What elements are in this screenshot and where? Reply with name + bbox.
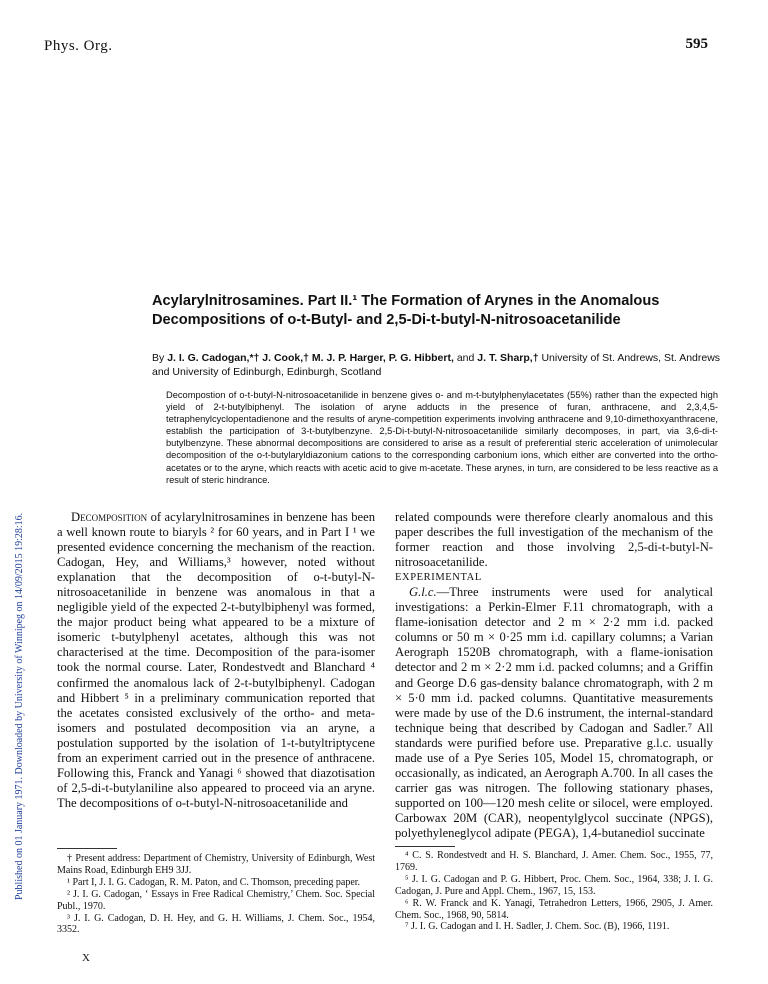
drop-lead: Decomposition <box>71 510 148 524</box>
left-column <box>57 510 375 811</box>
footnotes-right <box>395 850 713 933</box>
abstract: Decompostion of o-t-butyl-N-nitrosoacetanilide in benzene gives o- and m-t-butylphenylacetates (55%) rather than the expected high yield of 2-t-butylbiphenyl. The isolation of aryne adducts in the presence of furan, anthracene, and 2,3,4,5-tetraphenylcyclopentadienone and the results of aryne-competition experiments involving anthracene and 9,10-dimethoxyanthracene, establish the participation of 3-t-butylbenzyne. 2,5-Di-t-butyl-N-nitrosoacetanilide similarly decomposes, in part, via 3,6-di-t-butylbenzyne. These abnormal decompositions are considered to arise as a result of preferential steric acceleration of unimolecular decomposition of the o-t-butylaryldiazonium cations to the corresponding carbonium ions, which either are converted into the ortho-acetates or to the aryne, which reacts with acetic acid to give m-acetate. These arynes, in turn, are considered to be less reactive as a result of steric hindrance. <box>166 390 718 485</box>
section-heading: EXPERIMENTAL <box>395 572 482 584</box>
intro-text: of acylarylnitrosamines in benzene has been a well known route to biaryls ² for 60 years, and in Part I ¹ we presented evidence concerning the mechanism of the reaction. Cadogan, Hey, and Williams,³ however, noted without explanation that the decomposition of o-t-butyl-N-nitrosoacetanilide in benzene was anomalous in that a negligible yield of the expected 2-t-butylbiphenyl was formed, the major product being what appeared to be a mixture of isomeric t-butylphenyl acetates, although this was not characterised at the time. Decomposition of the para-isomer took the normal course. Later, Rondestvedt and Blanchard ⁴ confirmed the anomalous lack of 2-t-butylbiphenyl. Cadogan and Hibbert ⁵ in a preliminary communication reported that the acetates consisted exclusively of the ortho- and meta-isomers and postulated decomposition via an aryne, a postulation supported by the isolation of 1-t-butyltriptycene from an experiment carried out in the presence of anthracene. Following this, Franck and Yanagi ⁶ showed that diazotisation of 2,5-di-t-butylaniline also appeared to proceed via an aryne. The decompositions of o-t-butyl-N-nitrosoacetanilide and <box>57 510 375 810</box>
experimental-paragraph <box>395 585 713 841</box>
experimental-text: —Three instruments were used for analytical investigations: a Perkin-Elmer F.11 chromatograph, with a flame-ionisation detector and 2 m × 2·2 mm i.d. packed columns or 50 m × 0·25 mm i.d. capillary columns; a Varian Aerograph 1520B chromatograph, with a flame-ionisation detector and 2 m × 2·2 mm i.d. packed columns; and a Griffin and George D.6 gas-density balance chromatograph, with 2 m × 5·0 mm i.d. packed columns. Quantitative measurements were made by use of the D.6 instrument, the internal-standard technique being that described by Cadogan and Sadler.⁷ All standards were purified before use. Preparative g.l.c. usually made use of a Pye Series 105, Model 15, chromatograph, or occasionally, as indicated, an Aerograph A.700. In all cases the carrier gas was nitrogen. The following stationary phases, supported on 100—120 mesh celite or silocel, were employed. Carbowax 20M (CAR), neopentylglycol succinate (NPGS), polyethyleneglycol adipate (PEGA), 1,4-butanediol succinate <box>395 585 713 840</box>
author-names: J. I. G. Cadogan,*† J. Cook,† M. J. P. Harger, P. G. Hibbert, <box>167 352 454 364</box>
footnote: ⁵ J. I. G. Cadogan and P. G. Hibbert, Proc. Chem. Soc., 1964, 338; J. I. G. Cadogan, J. Pure and Appl. Chem., 1967, 15, 153. <box>395 873 713 897</box>
right-column <box>395 510 713 841</box>
and-word: and <box>456 352 475 364</box>
footnote: ¹ Part I, J. I. G. Cadogan, R. M. Paton, and C. Thomson, preceding paper. <box>67 876 361 888</box>
by-word: By <box>152 352 165 364</box>
footnote: ⁶ R. W. Franck and K. Yanagi, Tetrahedron Letters, 1966, 2905, J. Amer. Chem. Soc., 1968, 90, 5814. <box>395 897 713 921</box>
affiliation: University of St. Andrews, St. Andrews and University of Edinburgh, Edinburgh, Scotland <box>152 352 721 378</box>
page-number: 595 <box>685 36 708 52</box>
continuation-paragraph: related compounds were therefore clearly anomalous and this paper describes the full investigation of the mechanism of the former reaction and those involving 2,5-di-t-butyl-N-nitrosoacetanilide. <box>395 510 713 570</box>
glc-lead: G.l.c. <box>409 585 437 600</box>
footnote: ² J. I. G. Cadogan, ‘ Essays in Free Radical Chemistry,’ Chem. Soc. Special Publ., 1970. <box>57 888 375 912</box>
signature-mark: X <box>82 952 90 964</box>
footnote: ⁷ J. I. G. Cadogan and I. H. Sadler, J. Chem. Soc. (B), 1966, 1191. <box>405 921 670 933</box>
footnote: ³ J. I. G. Cadogan, D. H. Hey, and G. H. Williams, J. Chem. Soc., 1954, 3352. <box>57 912 375 936</box>
footnote-rule-right <box>395 846 455 847</box>
publication-stamp-text: Published on 01 January 1971. Downloaded by University of Winnipeg on 14/09/2015 19:28:16. <box>14 512 25 900</box>
author-last: J. T. Sharp,† <box>477 352 539 364</box>
author-block <box>152 351 722 379</box>
footnotes-left <box>57 853 375 936</box>
footnote: † Present address: Department of Chemistry, University of Edinburgh, West Mains Road, Edinburgh EH9 3JJ. <box>57 853 375 876</box>
running-head: Phys. Org. <box>44 38 113 54</box>
article-title: Acylarylnitrosamines. Part II.¹ The Formation of Arynes in the Anomalous Decompositions of o-t-Butyl- and 2,5-Di-t-butyl-N-nitrosoacetanilide <box>152 293 660 328</box>
footnote: ⁴ C. S. Rondestvedt and H. S. Blanchard, J. Amer. Chem. Soc., 1955, 77, 1769. <box>395 850 713 873</box>
footnote-rule-left <box>57 848 117 849</box>
intro-paragraph <box>57 510 375 811</box>
publication-stamp <box>0 180 25 900</box>
